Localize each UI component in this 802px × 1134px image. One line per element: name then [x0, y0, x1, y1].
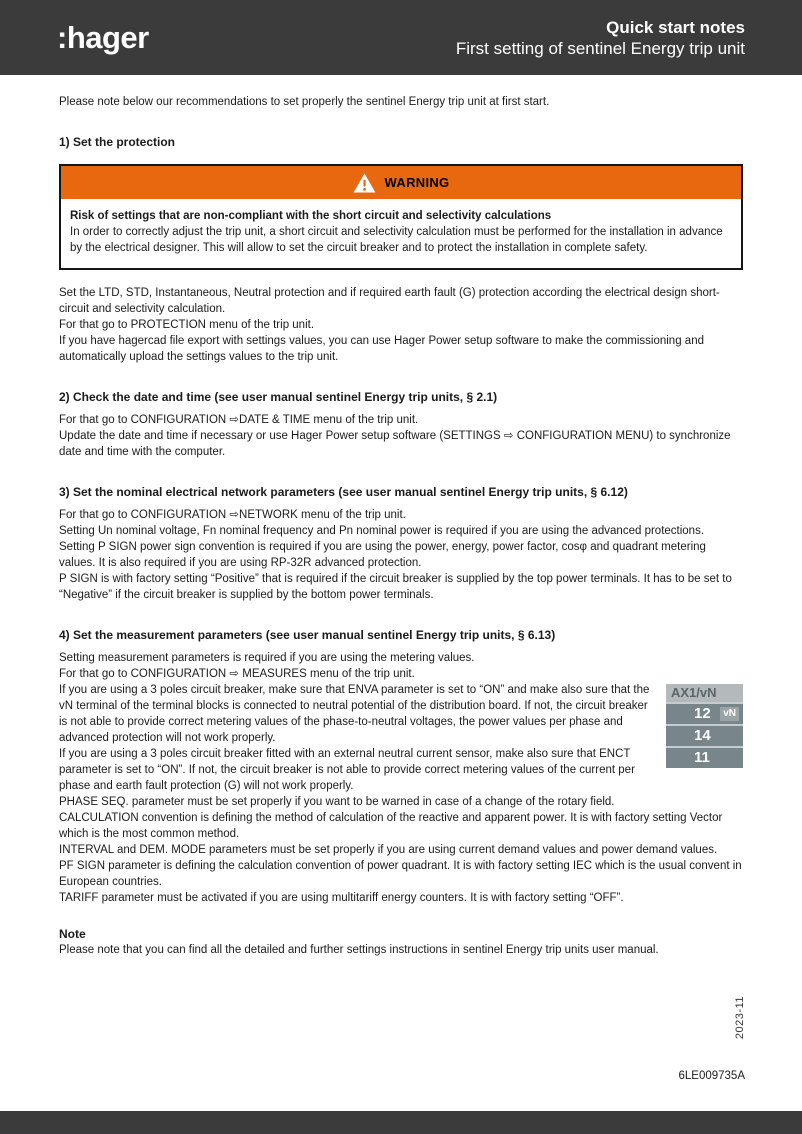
section-measurement-parameters [59, 627, 743, 906]
paragraph: If you have hagercad file export with settings values, you can use Hager Power setup software to make the commissioning and automatically upload the settings values to the trip unit. [59, 335, 704, 363]
paragraph: Set the LTD, STD, Instantaneous, Neutral protection and if required earth fault (G) protection according the electrical design short-circuit and selectivity calculation. [59, 287, 720, 315]
header-titles [456, 17, 745, 59]
note-section [59, 926, 743, 958]
warning-triangle-icon [353, 173, 376, 193]
section-4-body [59, 650, 743, 906]
section-network-parameters [59, 484, 743, 603]
display-row [666, 748, 743, 768]
display-unit-badge: vN [720, 707, 739, 721]
doc-title: Quick start notes [606, 17, 745, 37]
paragraph: P SIGN is with factory setting “Positive” that is required if the circuit breaker is supplied by the top power terminals. It has to be set to “Negative” if the circuit breaker is supplied by the bottom power terminals. [59, 573, 732, 601]
section-protection [59, 134, 743, 365]
paragraph: CALCULATION convention is defining the method of calculation of the reactive and apparent power. It is with factory setting Vector which is the most common method. [59, 812, 723, 840]
paragraph: PHASE SEQ. parameter must be set properly if you want to be warned in case of a change of the rotary field. [59, 796, 615, 808]
trip-unit-display [666, 684, 743, 768]
paragraph: Setting P SIGN power sign convention is required if you are using the power, energy, power factor, cosφ and quadrant metering values. It is also required if you are using RP-32R advanced protection. [59, 541, 706, 569]
paragraph: If you are using a 3 poles circuit breaker fitted with an external neutral current sensor, make also sure that ENCT parameter is set to “ON”. If not, the circuit breaker is not able to provide correct metering values of the current per phase and earth fault protection (G) will not work properly. [59, 748, 635, 792]
warning-body [61, 199, 741, 268]
footer-bar [0, 1111, 802, 1134]
hager-logo: :hager [57, 19, 149, 55]
document-body [0, 75, 802, 958]
paragraph: For that go to PROTECTION menu of the trip unit. [59, 319, 315, 331]
paragraph: Setting measurement parameters is required if you are using the metering values. [59, 652, 475, 664]
paragraph: Update the date and time if necessary or use Hager Power setup software (SETTINGS ⇨ CONFIGURATION MENU) to synchronize date and time with the computer. [59, 430, 731, 458]
warning-text: In order to correctly adjust the trip unit, a short circuit and selectivity calculation must be performed for the installation in advance by the electrical designer. This will allow to set the circuit breaker and to protect the installation in complete safety. [70, 226, 723, 254]
section-date-time [59, 389, 743, 460]
warning-header [61, 166, 741, 199]
paragraph: Setting Un nominal voltage, Fn nominal frequency and Pn nominal power is required if you are using the advanced protections. [59, 525, 705, 537]
paragraph: PF SIGN parameter is defining the calculation convention of power quadrant. It is with factory setting IEC which is the usual convent in European countries. [59, 860, 742, 888]
display-value: 11 [694, 749, 710, 766]
display-value: 14 [694, 727, 711, 744]
date-code: 2023-11 [734, 996, 746, 1040]
warning-box [59, 164, 743, 270]
doc-subtitle: First setting of sentinel Energy trip unit [455, 38, 745, 58]
paragraph: For that go to CONFIGURATION ⇨DATE & TIME menu of the trip unit. [59, 414, 419, 426]
paragraph: If you are using a 3 poles circuit breaker, make sure that ENVA parameter is set to “ON” and make also sure that the vN terminal of the terminal blocks is connected to neutral potential of the distribution board. If not, the circuit breaker is not able to provide correct metering values of the phase-to-neutral voltages, the power values per phase and advanced protection will not work properly. [59, 684, 650, 744]
section-2-body [59, 412, 743, 460]
paragraph: For that go to CONFIGURATION ⇨ MEASURES menu of the trip unit. [59, 668, 415, 680]
document-reference: 6LE009735A [678, 1070, 745, 1082]
display-title: AX1/vN [666, 684, 743, 702]
warning-title: Risk of settings that are non-compliant with the short circuit and selectivity calculations [70, 210, 552, 222]
section-1-body [59, 285, 743, 365]
section-1-heading: 1) Set the protection [59, 135, 176, 149]
warning-label: WARNING [384, 174, 450, 190]
section-3-body [59, 507, 743, 603]
display-row [666, 704, 743, 724]
paragraph: For that go to CONFIGURATION ⇨NETWORK menu of the trip unit. [59, 509, 406, 521]
note-heading: Note [59, 927, 86, 941]
paragraph: INTERVAL and DEM. MODE parameters must be set properly if you are using current demand values and power demand values. [59, 844, 718, 856]
header-bar [0, 0, 802, 75]
display-value: 12 [694, 705, 711, 722]
section-4-heading: 4) Set the measurement parameters (see user manual sentinel Energy trip units, § 6.13) [59, 628, 556, 642]
paragraph: TARIFF parameter must be activated if you are using multitariff energy counters. It is with factory setting “OFF”. [59, 892, 624, 904]
display-row [666, 726, 743, 746]
note-text: Please note that you can find all the detailed and further settings instructions in sentinel Energy trip units user manual. [59, 944, 659, 956]
section-3-heading: 3) Set the nominal electrical network parameters (see user manual sentinel Energy trip units, § 6.12) [59, 485, 628, 499]
section-2-heading: 2) Check the date and time (see user manual sentinel Energy trip units, § 2.1) [59, 390, 498, 404]
intro-text: Please note below our recommendations to set properly the sentinel Energy trip unit at first start. [59, 96, 550, 108]
